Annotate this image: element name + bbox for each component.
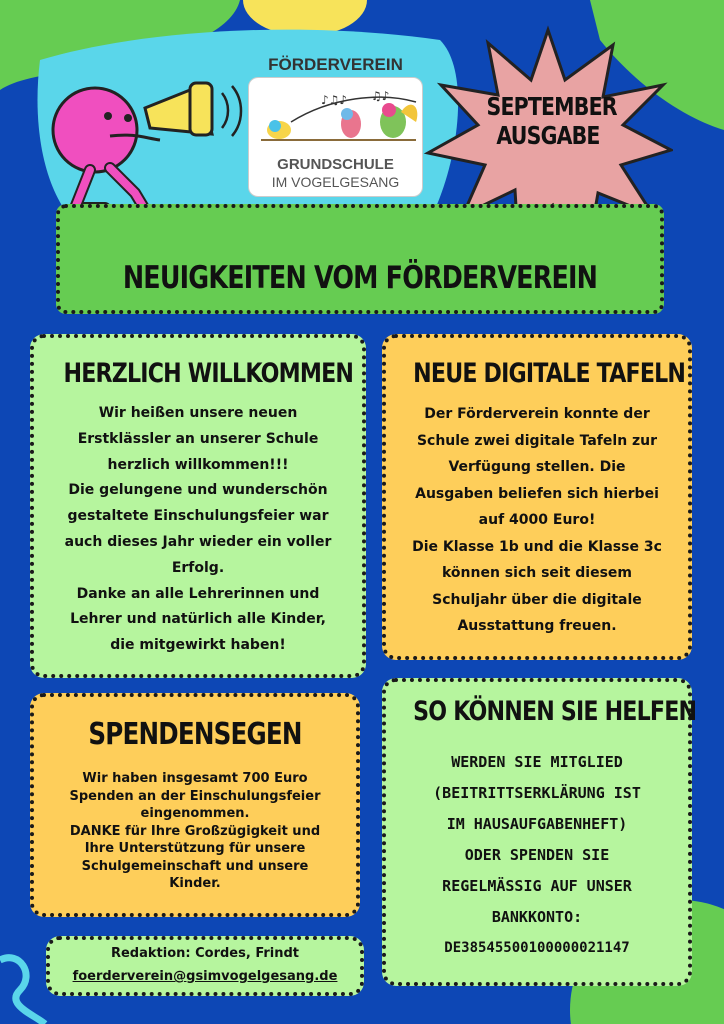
boards-line: Ausstattung freuen. — [457, 618, 617, 634]
help-line: REGELMÄSSIG AUF UNSER — [442, 877, 632, 895]
donations-line: DANKE für Ihre Großzügigkeit und — [69, 823, 321, 839]
boards-line: können sich seit diesem — [441, 565, 633, 581]
boards-line: Der Förderverein konnte der — [424, 406, 650, 422]
badge-line1: SEPTEMBER — [486, 92, 617, 121]
boards-text — [386, 401, 688, 640]
boards-line: auf 4000 Euro! — [478, 512, 596, 528]
welcome-line: auch dieses Jahr wieder ein voller — [64, 533, 332, 550]
donations-line: Spenden an der Einschulungsfeier — [69, 788, 321, 804]
welcome-title: HERZLICH WILLKOMMEN — [63, 358, 354, 389]
donations-line: eingenommen. — [140, 806, 250, 821]
donations-box — [30, 693, 360, 917]
welcome-line: Erfolg. — [171, 559, 225, 576]
help-line: ODER SPENDEN SIE — [464, 846, 610, 864]
badge-line2: AUSGABE — [496, 121, 600, 150]
help-line: WERDEN SIE MITGLIED — [451, 753, 623, 771]
footer-editors: Redaktion: Cordes, Frindt — [110, 946, 300, 961]
svg-text:♪♫♪: ♪♫♪ — [321, 93, 348, 107]
boards-line: Schuljahr über die digitale — [432, 591, 642, 608]
welcome-line: herzlich willkommen!!! — [107, 456, 289, 473]
banner-title: NEUIGKEITEN VOM FÖRDERVEREIN — [122, 260, 598, 296]
welcome-line: Die gelungene und wunderschön — [68, 482, 328, 499]
footer-email-link[interactable]: foerderverein@gsimvogelgesang.de — [72, 969, 338, 984]
welcome-text — [34, 401, 362, 659]
footer-box — [46, 936, 364, 996]
welcome-line: Danke an alle Lehrerinnen und — [76, 585, 320, 602]
svg-text:♫♪: ♫♪ — [371, 89, 390, 103]
welcome-line: gestaltete Einschulungsfeier war — [67, 508, 329, 525]
help-text — [386, 747, 688, 964]
donations-text — [34, 770, 356, 893]
birds-illustration — [251, 82, 421, 154]
donations-title: SPENDENSEGEN — [88, 717, 302, 752]
boards-title: NEUE DIGITALE TAFELN — [413, 358, 686, 389]
boards-line: Verfügung stellen. Die — [448, 459, 626, 475]
squiggle-bottom-left — [0, 958, 45, 1024]
logo-line1: GRUNDSCHULE — [277, 156, 394, 173]
help-box — [382, 678, 697, 986]
banner — [56, 204, 664, 314]
boards-line: Die Klasse 1b und die Klasse 3c — [412, 538, 662, 555]
bank-account-number: DE38545500100000021147 — [444, 940, 630, 956]
logo-line2: IM VOGELGESANG — [271, 174, 400, 190]
badge-text — [473, 92, 623, 150]
help-line: BANKKONTO: — [491, 908, 583, 926]
help-line: (BEITRITTSERKLÄRUNG IST — [433, 784, 641, 802]
donations-line: Schulgemeinschaft und unsere — [81, 858, 309, 874]
donations-line: Ihre Unterstützung für unsere — [84, 841, 306, 856]
logo-card — [248, 77, 423, 197]
help-line: IM HAUSAUFGABENHEFT) — [446, 815, 628, 833]
welcome-line: Erstklässler an unserer Schule — [77, 430, 319, 447]
welcome-line: Wir heißen unsere neuen — [98, 405, 298, 421]
logo — [248, 55, 423, 205]
donations-line: Kinder. — [169, 876, 221, 891]
digital-boards-box — [382, 334, 692, 660]
boards-line: Ausgaben beliefen sich hierbei — [415, 485, 659, 502]
welcome-line: Lehrer und natürlich alle Kinder, — [70, 611, 326, 628]
donations-line: Wir haben insgesamt 700 Euro — [82, 771, 308, 786]
boards-line: Schule zwei digitale Tafeln zur — [416, 432, 658, 449]
welcome-box — [30, 334, 366, 678]
help-title: SO KÖNNEN SIE HELFEN — [413, 696, 697, 727]
welcome-line: die mitgewirkt haben! — [110, 637, 286, 654]
logo-top-text: FÖRDERVEREIN — [268, 55, 403, 74]
